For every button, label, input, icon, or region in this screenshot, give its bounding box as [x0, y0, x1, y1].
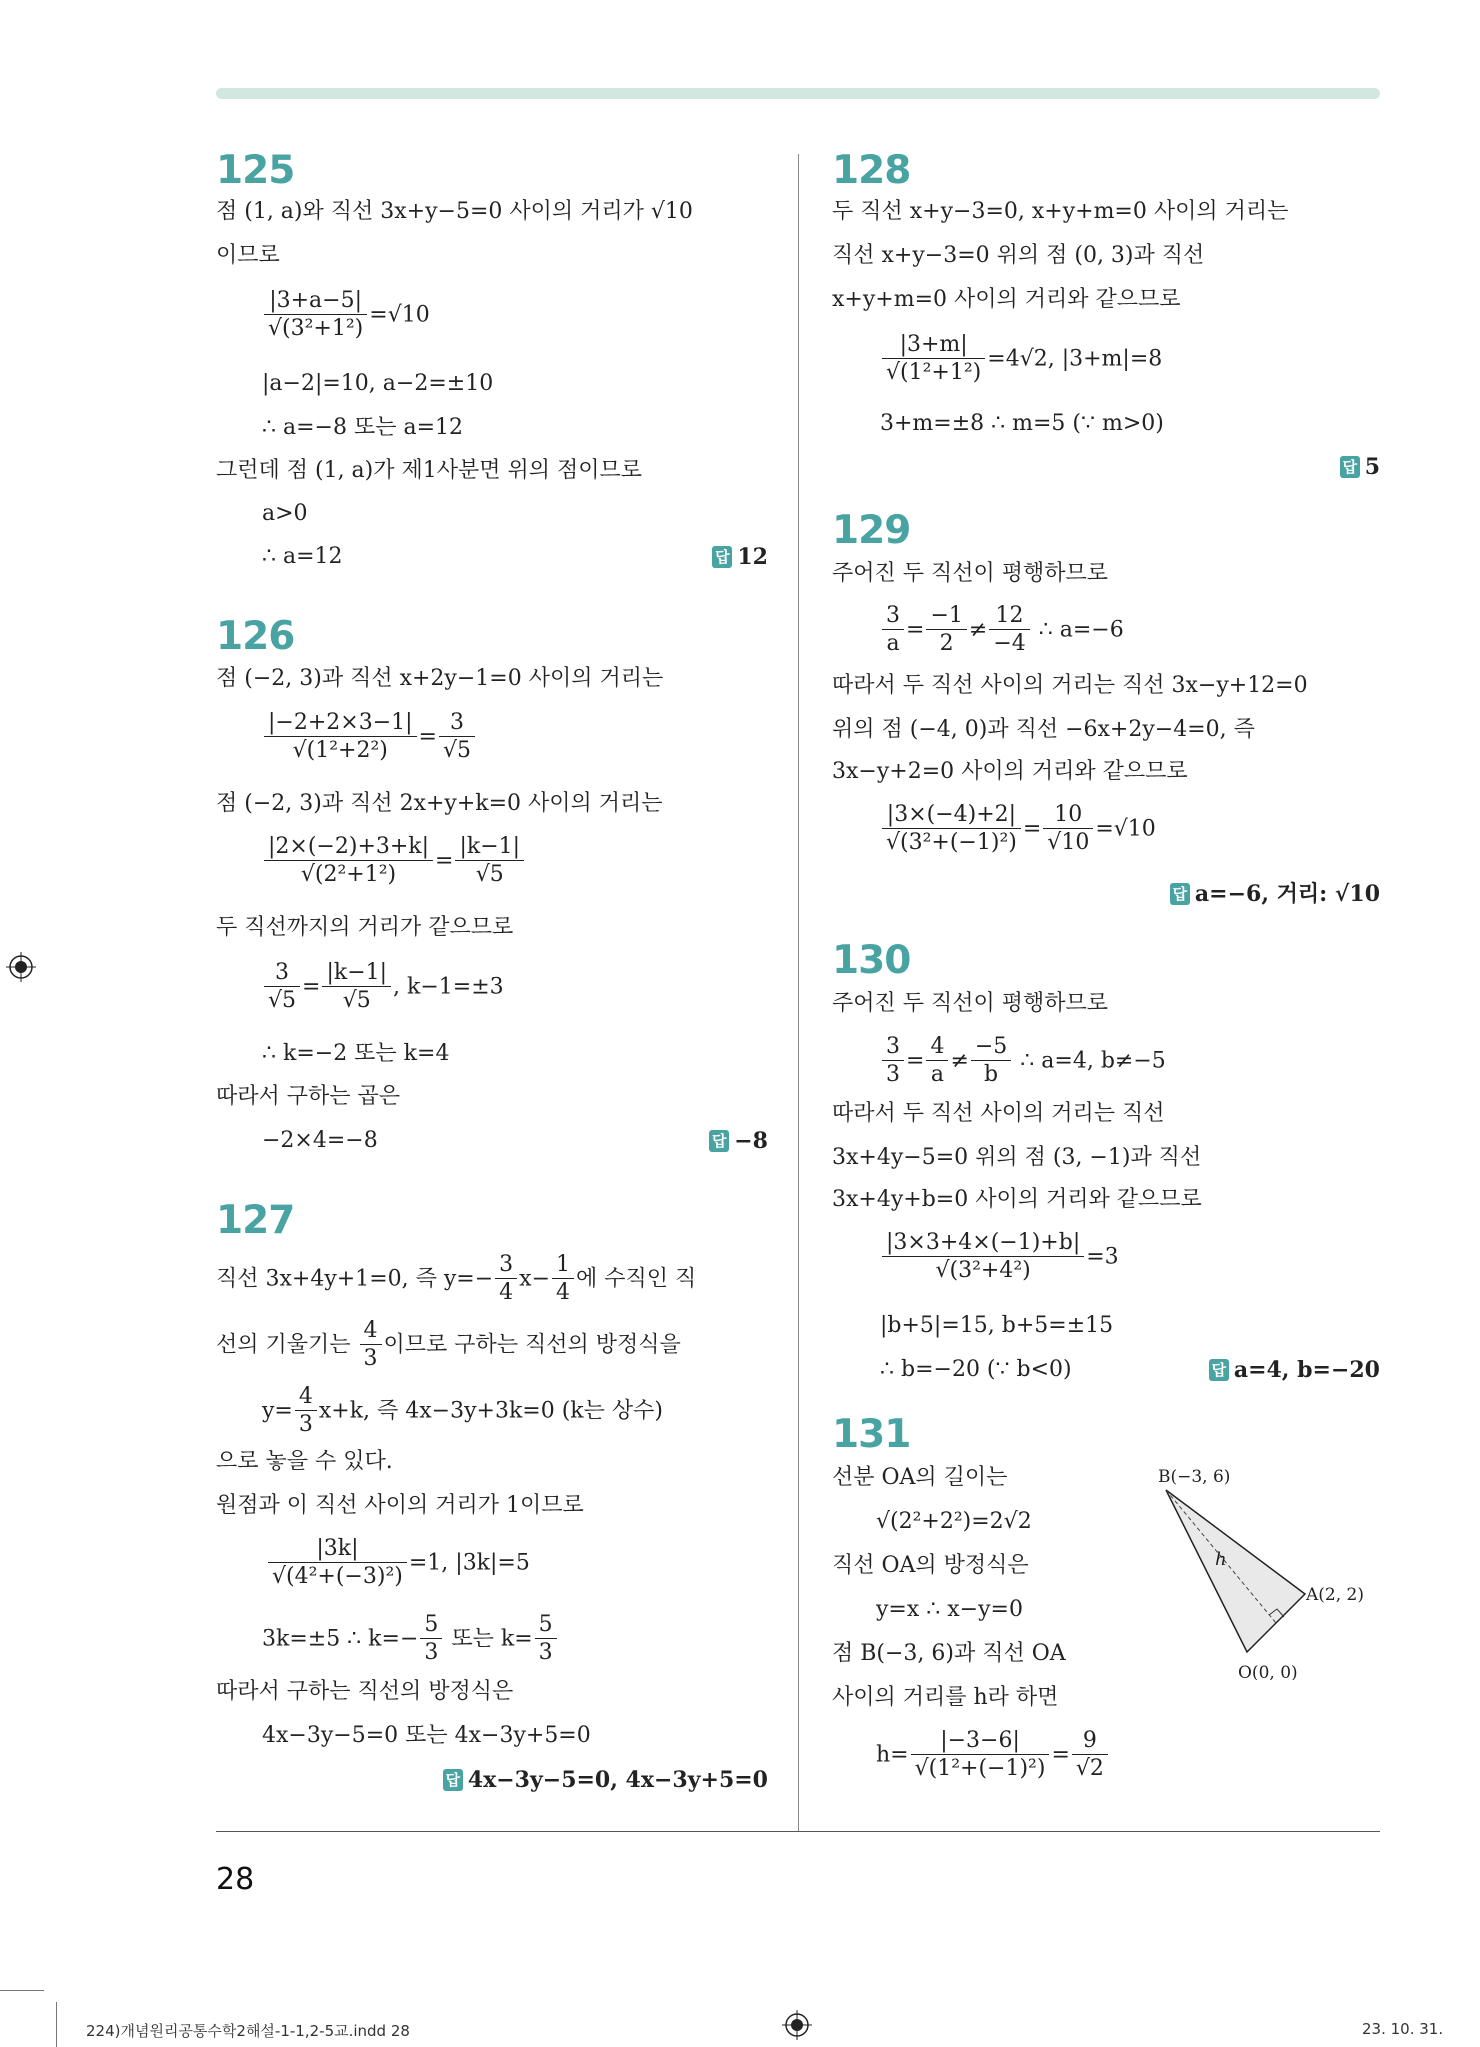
problem-number-125: 125 [216, 148, 295, 193]
p129-fraction-line-2: $\frac{|3\times(-4)+2|}{\text{√(3²+(−1)²)}}$ = $\frac{10}{√10}$ =√10 [880, 802, 1156, 857]
answer-badge-icon: 답 [712, 546, 732, 568]
triangle-figure [1150, 1460, 1380, 1680]
p129-answer: 답 a=−6, 거리: √10 [1080, 880, 1380, 908]
p125-line-8: ∴ a=12 [262, 544, 343, 569]
p126-line-1: 점 (−2, 3)과 직선 x+2y−1=0 사이의 거리는 [216, 666, 664, 691]
p128-line-2: 직선 x+y−3=0 위의 점 (0, 3)과 직선 [832, 243, 1205, 268]
p127-line-8: 따라서 구하는 직선의 방정식은 [216, 1679, 514, 1704]
p126-line-8: 따라서 구하는 곱은 [216, 1084, 401, 1109]
p126-fraction-line-1: $\frac{|-2+2\times 3-1|}{\text{√(1²+2²)}}$ = $\frac{3}{√5}$ [262, 710, 477, 765]
problem-number-126: 126 [216, 614, 295, 659]
p126-answer: 답 −8 [600, 1127, 768, 1155]
p129-fraction-line-1: $\frac{3}{a}$ = $\frac{-1}{2}$ ≠ $\frac{12}{-4}$ ∴ a=−6 [880, 603, 1124, 658]
p130-fraction-line-1: $\frac{3}{3}$ = $\frac{4}{a}$ ≠ $\frac{-5}{b}$ ∴ a=4, b≠−5 [880, 1034, 1166, 1089]
answer-badge-icon: 답 [1340, 456, 1360, 478]
point-o-label: O(0, 0) [1238, 1663, 1298, 1680]
crop-mark-vertical [56, 2002, 57, 2047]
footer-file-name: 224)개념원리공통수학2해설-1-1,2-5교.indd 28 [86, 2022, 410, 2040]
p130-line-7: |b+5|=15, b+5=±15 [880, 1313, 1114, 1338]
p131-line-2: √(2²+2²)=2√2 [876, 1509, 1032, 1534]
p128-line-1: 두 직선 x+y−3=0, x+y+m=0 사이의 거리는 [832, 199, 1289, 224]
answer-badge-icon: 답 [443, 1769, 463, 1791]
p126-line-9: −2×4=−8 [262, 1128, 378, 1153]
p125-fraction: $\frac{|3+a-5|}{\text{√(3²+1²)}}$ [264, 288, 367, 343]
p126-line-3: 점 (−2, 3)과 직선 2x+y+k=0 사이의 거리는 [216, 791, 663, 816]
problem-number-129: 129 [832, 508, 911, 553]
answer-badge-icon: 답 [709, 1130, 729, 1152]
p125-line-6: 그런데 점 (1, a)가 제1사분면 위의 점이므로 [216, 458, 643, 483]
p127-line-2: 선의 기울기는 $\frac{4}{3}$ 이므로 구하는 직선의 방정식을 [216, 1318, 681, 1371]
p128-line-3: x+y+m=0 사이의 거리와 같으므로 [832, 287, 1181, 312]
bottom-rule [216, 1831, 1380, 1832]
p130-line-1: 주어진 두 직선이 평행하므로 [832, 991, 1109, 1016]
p129-line-5: 3x−y+2=0 사이의 거리와 같으므로 [832, 759, 1188, 784]
p127-line-3: y= $\frac{4}{3}$ x+k, 즉 4x−3y+3k=0 (k는 상수) [262, 1384, 663, 1437]
p131-line-4: y=x ∴ x−y=0 [876, 1597, 1023, 1622]
registration-mark-bottom-icon [782, 2010, 812, 2040]
p131-line-5: 점 B(−3, 6)과 직선 OA [832, 1641, 1066, 1666]
p125-line-1: 점 (1, a)와 직선 3x+y−5=0 사이의 거리가 √10 [216, 199, 693, 224]
p130-line-3: 따라서 두 직선 사이의 거리는 직선 [832, 1101, 1165, 1126]
p126-line-5: 두 직선까지의 거리가 같으므로 [216, 915, 514, 940]
p128-answer: 답 5 [1200, 453, 1380, 481]
p125-line-2: 이므로 [216, 243, 280, 268]
triangle-oab [1166, 1490, 1305, 1652]
p125-answer: 답 12 [600, 543, 768, 571]
p129-line-4: 위의 점 (−4, 0)과 직선 −6x+2y−4=0, 즉 [832, 717, 1255, 742]
p125-fraction-line: $\frac{|3+a-5|}{\text{√(3²+1²)}}$ =√10 [262, 288, 430, 343]
p129-line-3: 따라서 두 직선 사이의 거리는 직선 3x−y+12=0 [832, 673, 1308, 698]
p131-line-1: 선분 OA의 길이는 [832, 1465, 1008, 1490]
p127-answer: 답 4x−3y−5=0, 4x−3y+5=0 [300, 1766, 768, 1794]
answer-badge-icon: 답 [1209, 1359, 1229, 1381]
p130-line-4: 3x+4y−5=0 위의 점 (3, −1)과 직선 [832, 1145, 1202, 1170]
point-a-label: A(2, 2) [1306, 1585, 1364, 1605]
p127-line-7: 3k=±5 ∴ k=− $\frac{5}{3}$ 또는 k= $\frac{5}{3}$ [262, 1612, 559, 1667]
problem-number-131: 131 [832, 1412, 911, 1457]
p130-line-5: 3x+4y+b=0 사이의 거리와 같으므로 [832, 1187, 1202, 1212]
p127-line-1: 직선 3x+4y+1=0, 즉 y=− $\frac{3}{4}$ x− $\frac{1}{4}$ 에 수직인 직 [216, 1252, 697, 1305]
p130-answer: 답 a=4, b=−20 [1160, 1356, 1380, 1384]
p130-fraction-line-2: $\frac{|3\times 3+4\times(-1)+b|}{\text{√(3²+4²)}}$ =3 [880, 1230, 1119, 1285]
problem-number-128: 128 [832, 148, 911, 193]
p131-line-3: 직선 OA의 방정식은 [832, 1553, 1029, 1578]
p125-line-7: a>0 [262, 501, 308, 526]
p125-line-4: |a−2|=10, a−2=±10 [262, 371, 494, 396]
p128-line-5: 3+m=±8 ∴ m=5 (∵ m>0) [880, 411, 1164, 436]
p128-fraction-line: $\frac{|3+m|}{\text{√(1²+1²)}}$ =4√2, |3+m|=8 [880, 332, 1162, 387]
p127-line-5: 원점과 이 직선 사이의 거리가 1이므로 [216, 1493, 584, 1518]
p127-line-9: 4x−3y−5=0 또는 4x−3y+5=0 [262, 1723, 591, 1748]
answer-badge-icon: 답 [1170, 883, 1190, 905]
height-label: h [1215, 1549, 1227, 1570]
p126-line-7: ∴ k=−2 또는 k=4 [262, 1041, 450, 1066]
page-number: 28 [216, 1862, 255, 1897]
point-b-label: B(−3, 6) [1158, 1467, 1231, 1487]
crop-mark-horizontal [0, 1990, 44, 1991]
p126-fraction-line-2: $\frac{|2\times(-2)+3+k|}{\text{√(2²+1²)}}$ = $\frac{|k-1|}{√5}$ [262, 834, 526, 889]
column-divider [798, 154, 799, 1831]
problem-number-130: 130 [832, 938, 911, 983]
p127-line-4: 으로 놓을 수 있다. [216, 1449, 393, 1474]
problem-number-127: 127 [216, 1198, 295, 1243]
p129-line-1: 주어진 두 직선이 평행하므로 [832, 561, 1109, 586]
p131-fraction-line: h= $\frac{|-3-6|}{\text{√(1²+(−1)²)}}$ = $\frac{9}{√2}$ [876, 1728, 1110, 1783]
registration-mark-icon [6, 952, 36, 982]
p127-fraction-line: $\frac{|3k|}{\text{√(4²+(−3)²)}}$ =1, |3k|=5 [266, 1536, 530, 1591]
p131-line-6: 사이의 거리를 h라 하면 [832, 1685, 1059, 1710]
top-decorative-bar [216, 88, 1380, 99]
p126-fraction-line-3: $\frac{3}{√5}$ = $\frac{|k-1|}{√5}$ , k−1=±3 [262, 960, 504, 1015]
footer-date: 23. 10. 31. [1362, 2020, 1444, 2038]
p125-line-5: ∴ a=−8 또는 a=12 [262, 415, 464, 440]
p130-line-8: ∴ b=−20 (∵ b<0) [880, 1357, 1072, 1382]
